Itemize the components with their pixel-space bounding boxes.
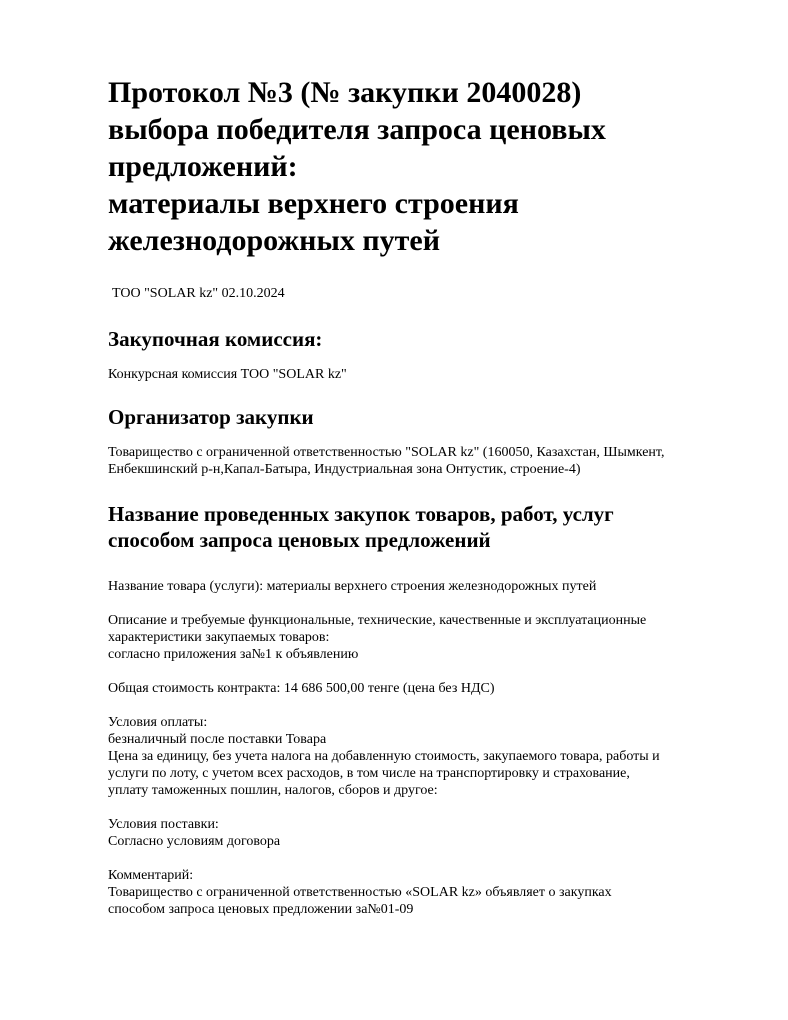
product-name: Название товара (услуги): материалы верхнего строения железнодорожных путей [108,579,597,594]
organizer-line: Товарищество с ограниченной ответственностью "SOLAR kz" (160050, Казахстан, Шымкент, [108,445,665,460]
purchases-heading-line: Название проведенных закупок товаров, работ, услуг [108,502,614,526]
comment-line: способом запроса ценовых предложении за№01-09 [108,902,414,917]
payment-terms [108,714,748,799]
title-line: выбора победителя запроса ценовых [108,113,606,146]
organizer-heading: Организатор закупки [108,405,314,429]
product-description [108,612,748,663]
description-line: характеристики закупаемых товаров: [108,630,330,645]
delivery-line: Согласно условиям договора [108,834,281,849]
organizer-text [108,444,748,478]
purchases-heading [108,501,748,553]
delivery-line: Условия поставки: [108,817,219,832]
title-line: железнодорожных путей [108,224,440,257]
payment-line: Цена за единицу, без учета налога на добавленную стоимость, закупаемого товара, работы и [108,749,660,764]
document-page [108,74,748,918]
organizer-line: Енбекшинский р-н,Капал-Батыра, Индустриальная зона Онтустик, строение-4) [108,462,581,477]
commission-heading: Закупочная комиссия: [108,327,323,351]
description-line: Описание и требуемые функциональные, технические, качественные и эксплуатационные [108,613,647,628]
payment-line: услуги по лоту, с учетом всех расходов, в том числе на транспортировку и страхование, [108,766,630,781]
title-line: Протокол №3 (№ закупки 2040028) [108,76,582,109]
comment-line: Комментарий: [108,868,194,883]
description-line: согласно приложения за№1 к объявлению [108,647,359,662]
title-line: предложений: [108,150,298,183]
purchases-heading-line: способом запроса ценовых предложений [108,528,491,552]
delivery-terms [108,816,748,850]
comment-line: Товарищество с ограниченной ответственностью «SOLAR kz» объявляет о закупках [108,885,612,900]
title-line: материалы верхнего строения [108,187,519,220]
payment-line: безналичный после поставки Товара [108,732,327,747]
payment-line: уплату таможенных пошлин, налогов, сборов и другое: [108,783,438,798]
payment-line: Условия оплаты: [108,715,208,730]
total-cost: Общая стоимость контракта: 14 686 500,00 тенге (цена без НДС) [108,681,495,696]
organization-date: ТОО "SOLAR kz" 02.10.2024 [112,286,285,301]
comment [108,867,748,918]
commission-text: Конкурсная комиссия ТОО "SOLAR kz" [108,367,347,382]
document-title [108,74,748,259]
